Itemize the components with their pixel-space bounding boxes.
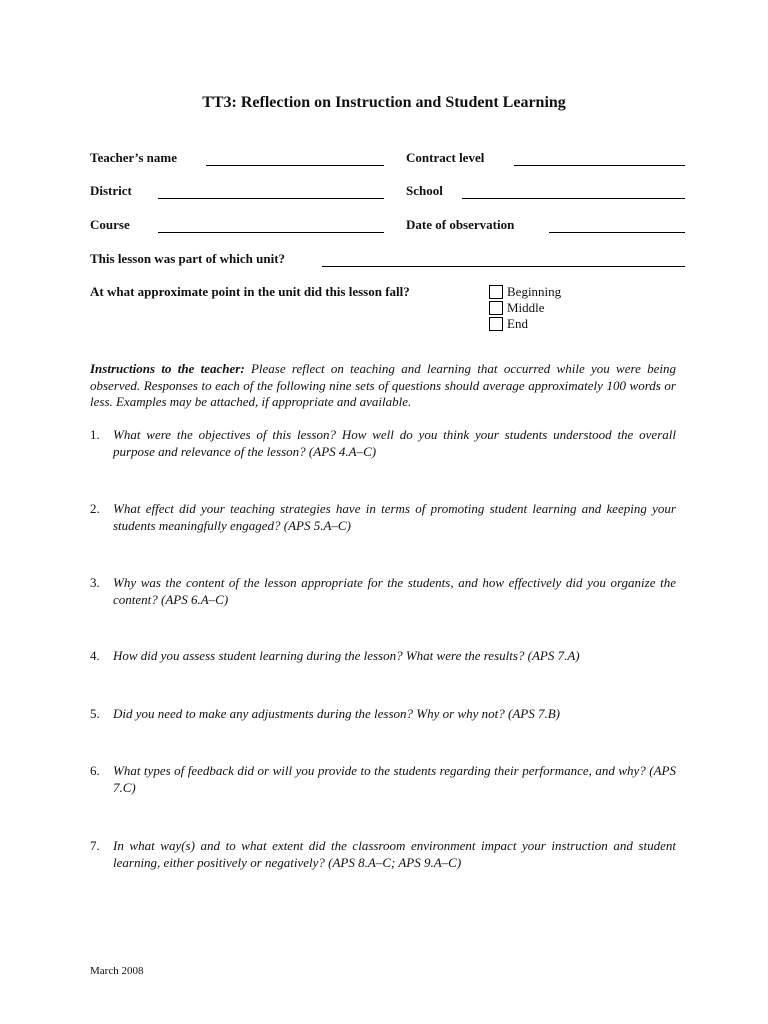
teacher-name-label: Teacher’s name [90,150,178,165]
date-of-observation-label: Date of observation [406,217,515,232]
instructions-label: Instructions to the teacher: [90,361,245,376]
date-of-observation-field[interactable] [549,232,685,233]
page-title: TT3: Reflection on Instruction and Student Learning [202,94,566,111]
question-number: 6. [90,763,100,778]
end-checkbox[interactable] [489,317,503,331]
school-field[interactable] [462,198,685,199]
teacher-name-field[interactable] [206,165,384,166]
end-option-label: End [507,316,528,331]
unit-field[interactable] [322,266,685,267]
middle-option-label: Middle [507,300,545,315]
question-number: 1. [90,427,100,442]
course-label: Course [90,217,130,232]
contract-level-field[interactable] [514,165,685,166]
instructions-text: Please reflect on teaching and learning that occurred while you were being observed. Responses to each of the following nine sets of questions should average approximately 100 words or less. Examples may be attached, if appropriate and available. [90,361,677,409]
question-text: What were the objectives of this lesson? How well do you think your students understood the overall purpose and relevance of the lesson? (APS 4.A–C) [113,427,676,459]
unit-label: This lesson was part of which unit? [90,251,286,266]
footer-date: March 2008 [90,965,144,977]
contract-level-label: Contract level [406,150,485,165]
middle-checkbox[interactable] [489,301,503,315]
question-text: What effect did your teaching strategies have in terms of promoting student learning and keeping your students meaningfully engaged? (APS 5.A–C) [113,501,676,533]
instructions-paragraph [90,361,676,411]
lesson-point-label: At what approximate point in the unit did this lesson fall? [90,284,410,299]
district-field[interactable] [158,198,384,199]
school-label: School [406,183,443,198]
district-label: District [90,183,132,198]
question-text: Why was the content of the lesson appropriate for the students, and how effectively did you organize the content? (APS 6.A–C) [113,575,676,607]
question-text: How did you assess student learning during the lesson? What were the results? (APS 7.A) [113,648,580,663]
question-text: What types of feedback did or will you provide to the students regarding their performance, and why? (APS 7.C) [113,763,676,795]
question-number: 4. [90,648,100,663]
beginning-option-label: Beginning [507,284,562,299]
question-number: 3. [90,575,100,590]
beginning-checkbox[interactable] [489,285,503,299]
question-number: 7. [90,838,100,853]
course-field[interactable] [158,232,384,233]
question-number: 5. [90,706,100,721]
question-number: 2. [90,501,100,516]
question-text: In what way(s) and to what extent did the classroom environment impact your instruction and student learning, either positively or negatively? (APS 8.A–C; APS 9.A–C) [113,838,676,870]
question-text: Did you need to make any adjustments during the lesson? Why or why not? (APS 7.B) [113,706,560,721]
